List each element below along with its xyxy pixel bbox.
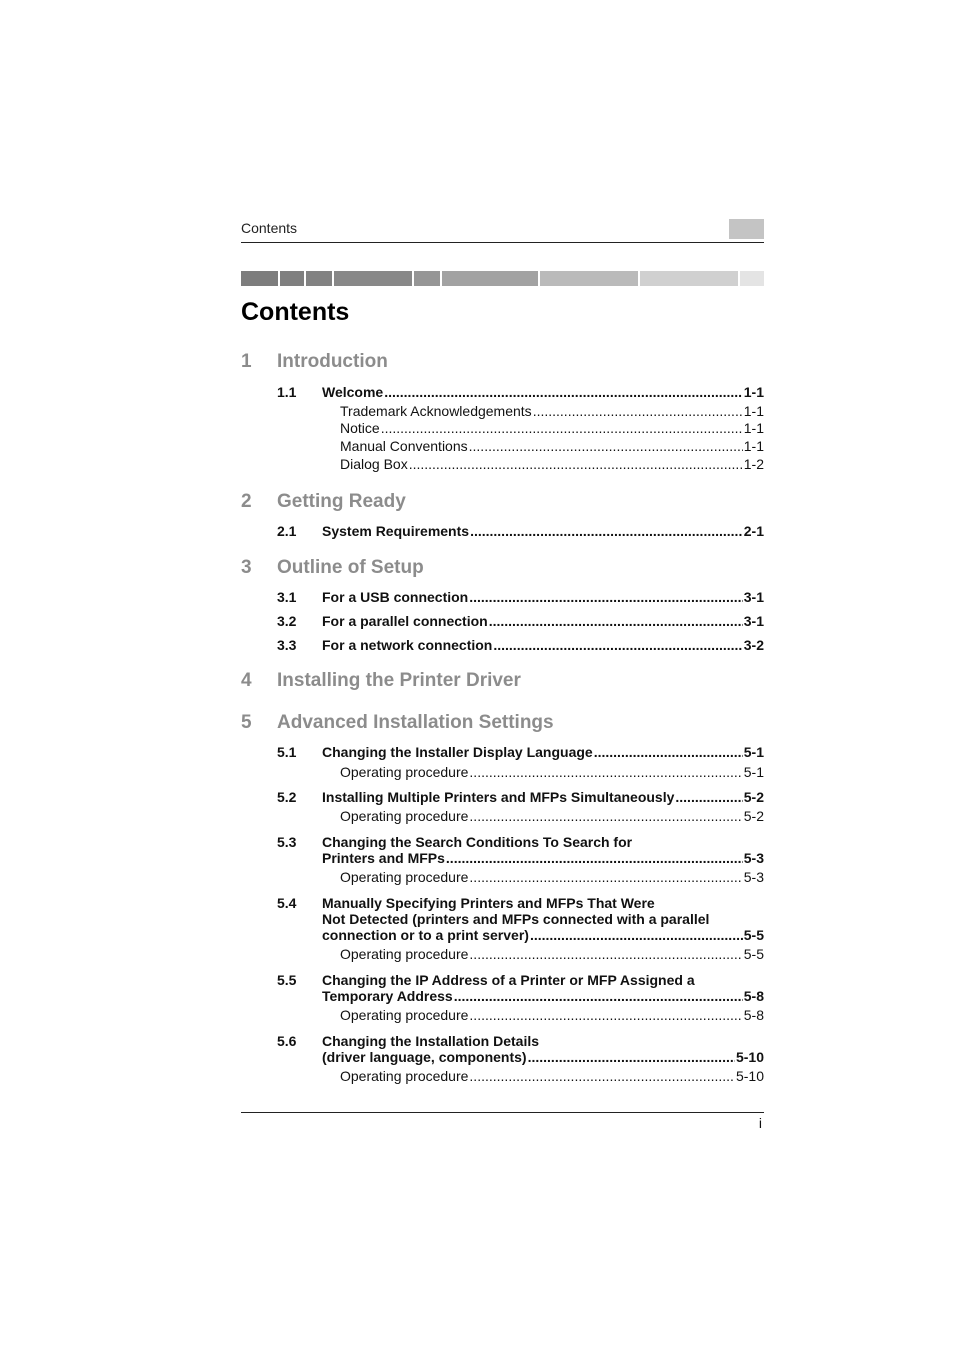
- section-title: Changing the Installer Display Language: [322, 744, 593, 760]
- section-title: Installing Multiple Printers and MFPs Simultaneously: [322, 789, 675, 805]
- section-number: 5.2: [277, 789, 297, 805]
- page-ref: 2-1: [743, 523, 764, 539]
- subentry-title: Operating procedure: [340, 808, 469, 824]
- subentry-title: Operating procedure: [340, 1007, 469, 1023]
- subentry-title: Operating procedure: [340, 1068, 469, 1084]
- section-title-line: Changing the IP Address of a Printer or MFP Assigned a: [322, 972, 695, 988]
- chapter-title: Advanced Installation Settings: [277, 712, 554, 733]
- subentry-title: Operating procedure: [340, 869, 469, 885]
- footer-rule: [241, 1112, 764, 1113]
- page-ref: 1-1: [743, 403, 764, 419]
- page-number: i: [758, 1115, 762, 1131]
- page-ref: 5-2: [743, 808, 764, 824]
- section-title-line: Manually Specifying Printers and MFPs That Were: [322, 895, 655, 911]
- section-title-line: (driver language, components): [322, 1049, 527, 1065]
- page-ref: 5-10: [735, 1049, 764, 1065]
- page-ref: 3-2: [743, 637, 764, 653]
- page-ref: 1-2: [743, 456, 764, 472]
- chapter-title: Installing the Printer Driver: [277, 670, 521, 691]
- page-ref: 5-3: [743, 850, 764, 866]
- chapter-title: Outline of Setup: [277, 557, 424, 578]
- section-number: 5.5: [277, 972, 297, 988]
- subentry-title: Notice: [340, 420, 380, 436]
- subentry-title: Trademark Acknowledgements: [340, 403, 532, 419]
- section-title: Welcome: [322, 384, 384, 400]
- section-number: 5.6: [277, 1033, 297, 1049]
- page-ref: 3-1: [743, 613, 764, 629]
- page-ref: 5-5: [743, 927, 764, 943]
- subentry-title: Manual Conventions: [340, 438, 468, 454]
- page-ref: 5-10: [735, 1068, 764, 1084]
- chapter-number: 1: [241, 351, 252, 372]
- decorative-gradient-bar: [241, 271, 764, 286]
- section-number: 2.1: [277, 523, 297, 539]
- page-title: Contents: [241, 298, 350, 326]
- page-ref: 3-1: [743, 589, 764, 605]
- chapter-number: 2: [241, 491, 252, 512]
- page-ref: 5-3: [743, 869, 764, 885]
- section-title-line: Temporary Address: [322, 988, 453, 1004]
- chapter-number: 5: [241, 712, 252, 733]
- section-number: 5.4: [277, 895, 297, 911]
- section-title: For a USB connection: [322, 589, 469, 605]
- section-title: System Requirements: [322, 523, 470, 539]
- subentry-title: Operating procedure: [340, 764, 469, 780]
- section-title: For a parallel connection: [322, 613, 488, 629]
- toc-page: [241, 0, 764, 1351]
- section-number: 5.3: [277, 834, 297, 850]
- page-ref: 5-5: [743, 946, 764, 962]
- section-number: 3.3: [277, 637, 297, 653]
- page-ref: 5-8: [743, 988, 764, 1004]
- subentry-title: Dialog Box: [340, 456, 408, 472]
- section-number: 3.2: [277, 613, 297, 629]
- subentry-title: Operating procedure: [340, 946, 469, 962]
- header-tab-marker: [729, 219, 764, 239]
- chapter-number: 4: [241, 670, 252, 691]
- page-ref: 5-1: [743, 764, 764, 780]
- page-ref: 5-8: [743, 1007, 764, 1023]
- section-title: For a network connection: [322, 637, 493, 653]
- section-title-line: Changing the Installation Details: [322, 1033, 540, 1049]
- chapter-title: Introduction: [277, 351, 388, 372]
- chapter-number: 3: [241, 557, 252, 578]
- section-title-line: connection or to a print server): [322, 927, 529, 943]
- chapter-title: Getting Ready: [277, 491, 406, 512]
- page-ref: 1-1: [743, 384, 764, 400]
- page-ref: 5-1: [743, 744, 764, 760]
- section-title-line: Not Detected (printers and MFPs connected with a parallel: [322, 911, 710, 927]
- header-rule: [241, 242, 764, 243]
- running-header: Contents: [241, 220, 298, 236]
- section-title-line: Printers and MFPs: [322, 850, 445, 866]
- page-ref: 1-1: [743, 438, 764, 454]
- page-ref: 1-1: [743, 420, 764, 436]
- section-number: 3.1: [277, 589, 297, 605]
- section-number: 1.1: [277, 384, 297, 400]
- section-title-line: Changing the Search Conditions To Search for: [322, 834, 633, 850]
- section-number: 5.1: [277, 744, 297, 760]
- page-ref: 5-2: [743, 789, 764, 805]
